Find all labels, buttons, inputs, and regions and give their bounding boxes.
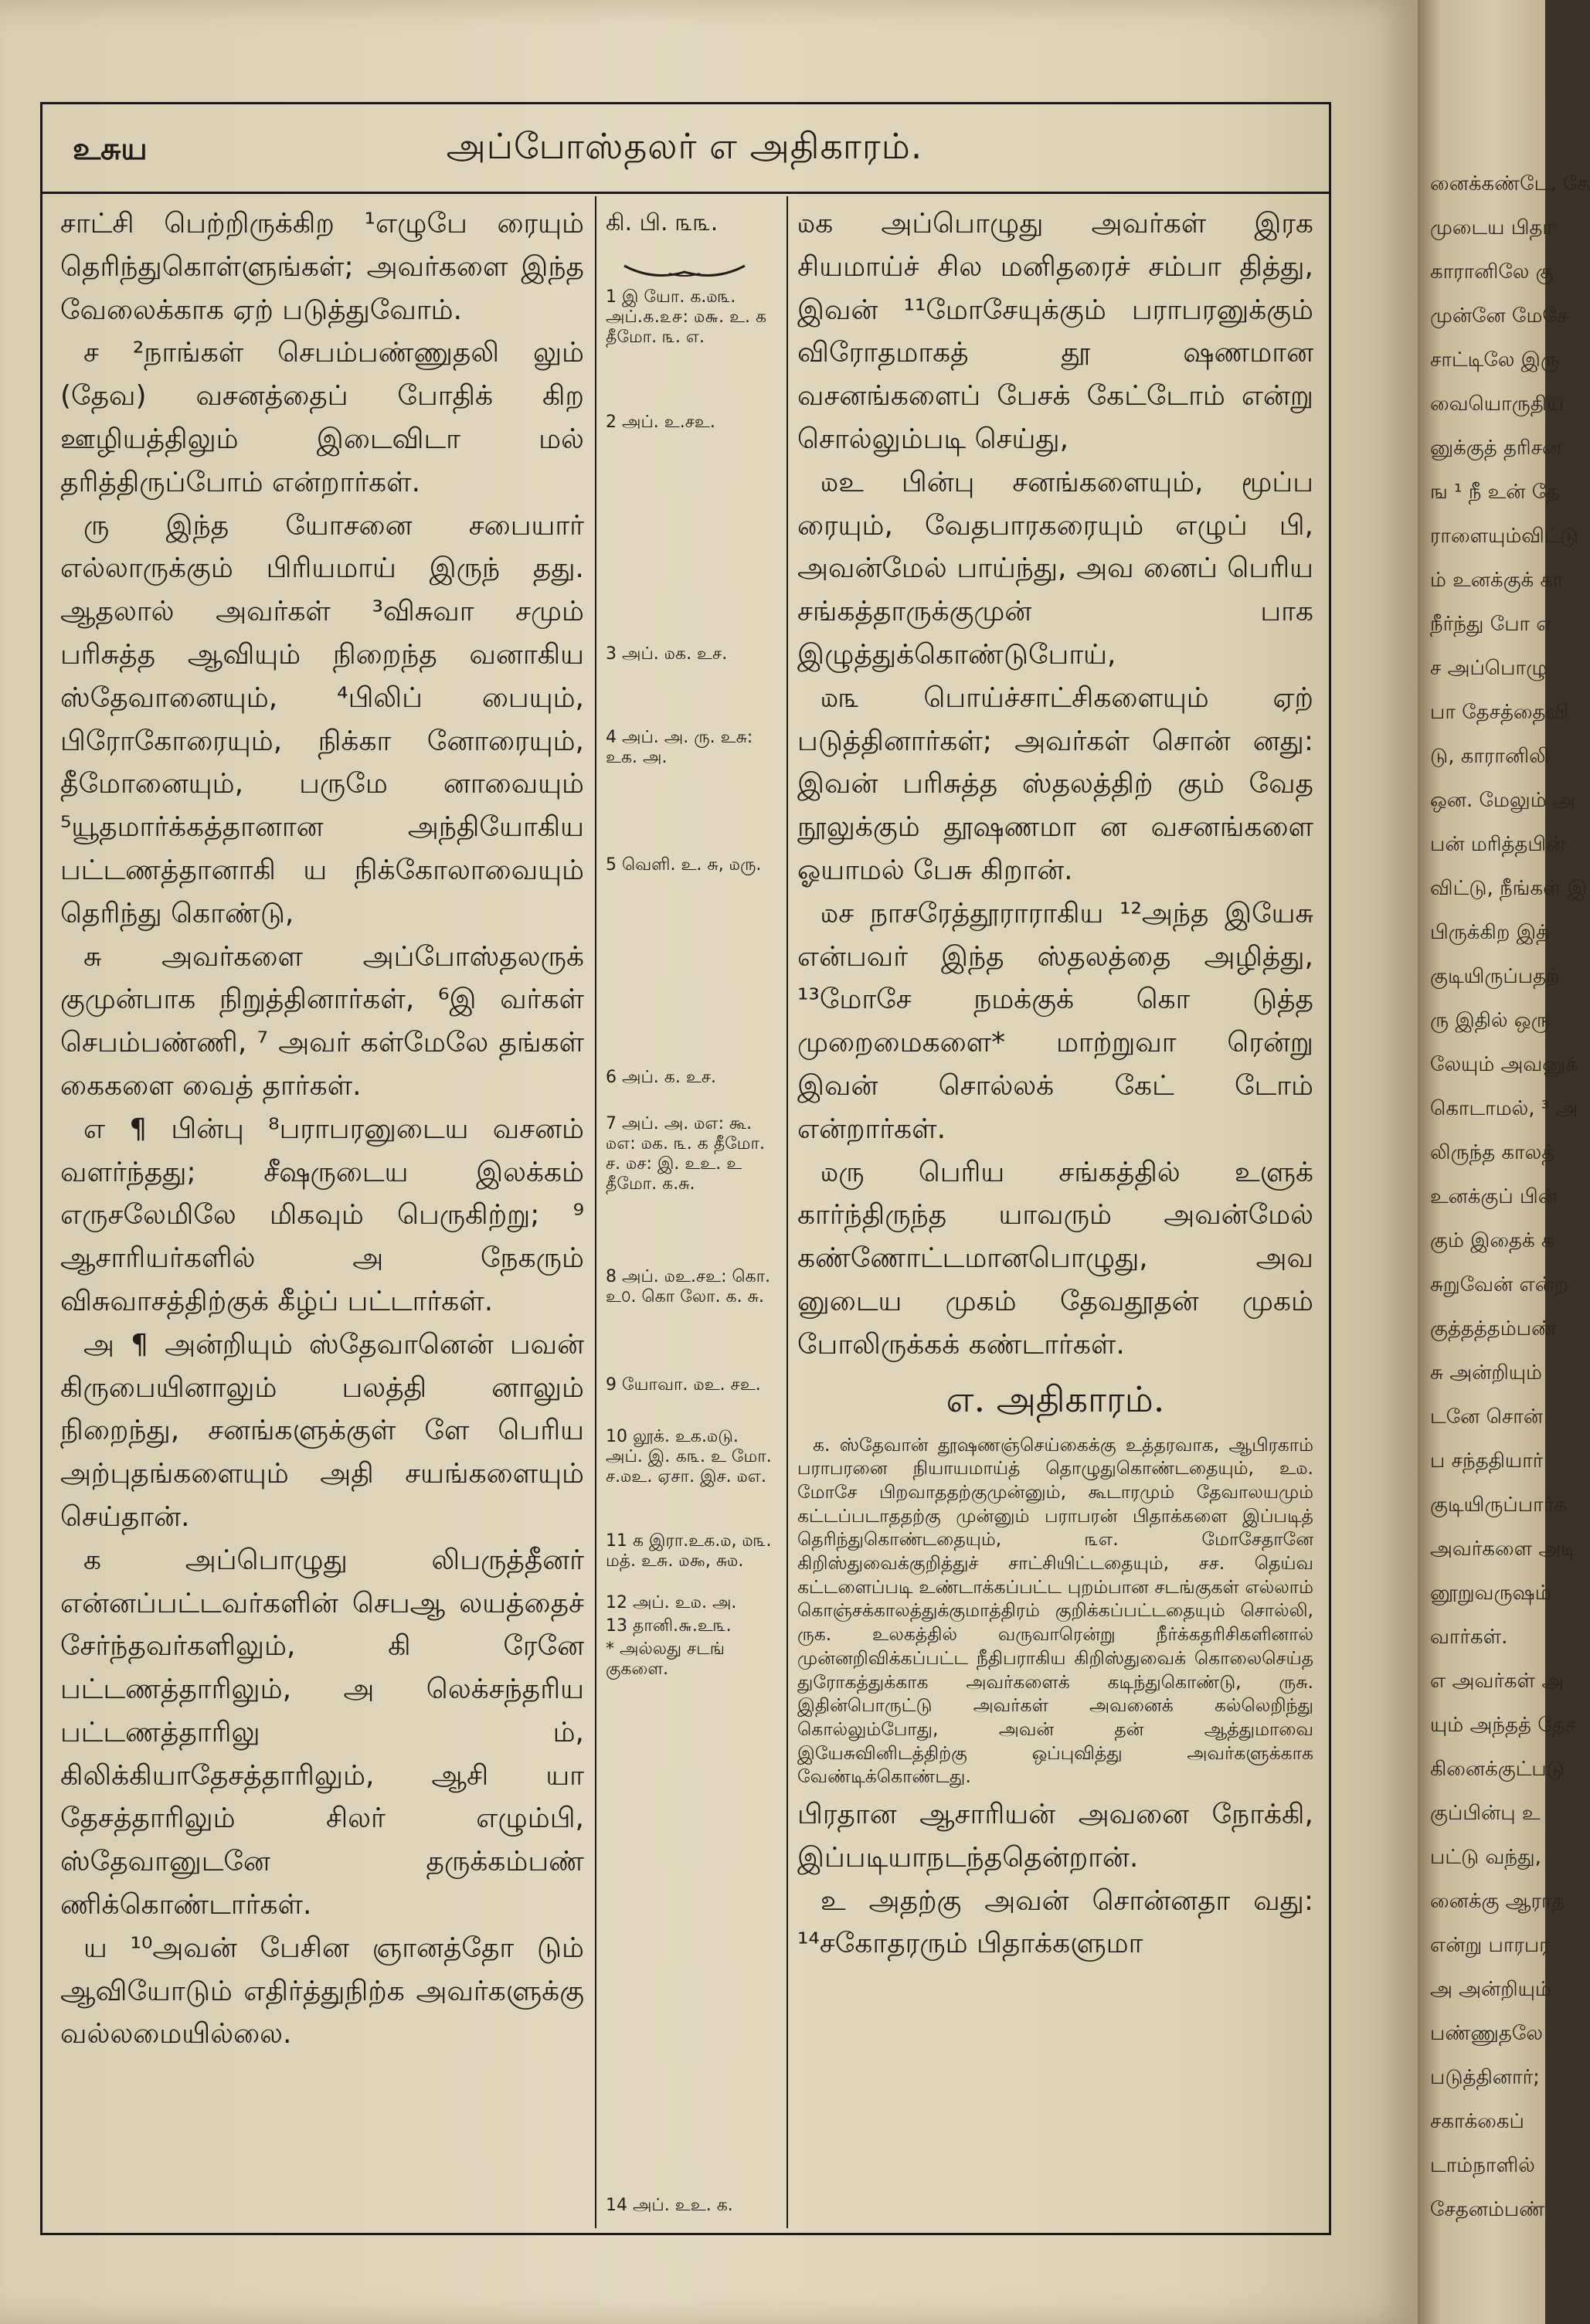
cross-reference: 9 யோவா. ௰உ. சஉ. xyxy=(606,1375,761,1395)
adjacent-page-line: ஒன. மேலும் அ xyxy=(1430,789,1575,812)
right-text-column xyxy=(797,202,1313,1966)
verse-paragraph: உ அதற்கு அவன் சொன்னதா வது: ¹⁴சகோதரரும் பிதாக்களுமா xyxy=(797,1884,1313,1960)
adjacent-page-line: டாம்நாளில் xyxy=(1430,2154,1535,2177)
adjacent-page-line: ச அப்பொழு xyxy=(1430,657,1548,680)
adjacent-page-line: னைக்கு ஆராத xyxy=(1430,1890,1565,1913)
verse-paragraph: பிரதான ஆசாரியன் அவனை நோக்கி, இப்படியாநடந்ததென்றான். xyxy=(797,1799,1313,1874)
adjacent-page-line: பன் மரித்தபின் xyxy=(1430,833,1566,856)
adjacent-page-line: ராளையும்விட்டு xyxy=(1430,525,1578,548)
adjacent-page-line: கும் இதைக் க xyxy=(1430,1229,1554,1252)
adjacent-page-line: ங ¹ நீ உன் தே xyxy=(1430,481,1560,504)
verse-paragraph: ச ²நாங்கள் செபம்பண்ணுதலி லும் (தேவ) வசனத்தைப் போதிக் கிற ஊழியத்திலும் இடைவிடா மல் தரித்திருப்போம் என்றார்கள். xyxy=(60,337,584,498)
verse-paragraph: சாட்சி பெற்றிருக்கிற ¹எழுபே ரையும் தெரிந்துகொள்ளுங்கள்; அவர்களை இந்த வேலைக்காக ஏற் படுத்துவோம். xyxy=(60,208,584,326)
adjacent-page-line: சுறுவேன் என்ற xyxy=(1430,1273,1568,1296)
adjacent-page-line: முடைய பிதா xyxy=(1430,216,1553,240)
adjacent-page-line: நீர்ந்து போ எ xyxy=(1430,613,1552,636)
adjacent-page-line: குடியிருப்பதற் xyxy=(1430,965,1560,988)
adjacent-page-line: லேயும் அவனுக் xyxy=(1430,1053,1579,1076)
verse-paragraph: ௰உ பின்பு சனங்களையும், மூப்ப ரையும், வேதபாரகரையும் எழுப் பி, அவன்மேல் பாய்ந்து, அவ னைப் பெரிய சங்கத்தாருக்குமுன் பாக இழுத்துக்கொண்டுபோய், xyxy=(797,466,1313,671)
adjacent-page-line: பண்ணுதலே xyxy=(1430,2022,1543,2045)
adjacent-page-line: யும் அந்தத் தேச xyxy=(1430,1714,1576,1737)
running-header xyxy=(40,116,1329,190)
adjacent-page-line: அ அன்றியும் xyxy=(1430,1978,1551,2001)
adjacent-page-line: ரு இதில் ஒரு xyxy=(1430,1009,1550,1032)
verse-paragraph: க அப்பொழுது லிபருத்தீனர் என்னப்பட்டவர்களின் செபஆ லயத்தைச் சேர்ந்தவர்களிலும், கி ரேனே பட்டணத்தாரிலும், அ லெக்சந்தரிய பட்டணத்தாரிலு ம், கிலிக்கியாதேசத்தாரிலும், ஆசி யா தேசத்தாரிலும் சிலர் எழும்பி, ஸ்தேவானுடனே தருக்கம்பண் ணிக்கொண்டார்கள். xyxy=(60,1544,584,1921)
adjacent-page-line: சாட்டிலே இரு xyxy=(1430,348,1560,372)
cross-reference-column xyxy=(606,202,777,2227)
cross-reference: 14 அப். உஉ. க. xyxy=(606,2196,733,2215)
verse-paragraph: சு அவர்களை அப்போஸ்தலருக் குமுன்பாக நிறுத்தினார்கள், ⁶இ வர்கள் செபம்பண்ணி, ⁷ அவர் கள்மேலே தங்கள் கைகளை வைத் தார்கள். xyxy=(60,940,584,1102)
verse-paragraph: ௰ச நாசரேத்தூராராகிய ¹²அந்த இயேசு என்பவர் இந்த ஸ்தலத்தை அழித்து, ¹³மோசே நமக்குக் கொ டுத்த முறைமைகளை* மாற்றுவா ரென்று இவன் சொல்லக் கேட் டோம் என்றார்கள். xyxy=(797,897,1313,1145)
verse-paragraph: ௰க அப்பொழுது அவர்கள் இரக சியமாய்ச் சில மனிதரைச் சம்பா தித்து, இவன் ¹¹மோசேயுக்கும் பராபரனுக்கும் விரோதமாகத் தூ ஷணமான வசனங்களைப் பேசக் கேட்டோம் என்று சொல்லும்படி செய்து, xyxy=(797,208,1313,455)
adjacent-page-line: னூறுவருஷம் xyxy=(1430,1582,1551,1605)
page-title: அப்போஸ்தலர் எ அதிகாரம். xyxy=(446,125,923,167)
adjacent-page-line: குப்பின்பு உ xyxy=(1430,1802,1541,1825)
adjacent-page-line: பட்டு வந்து, xyxy=(1430,1846,1541,1869)
verse-paragraph: எ ¶ பின்பு ⁸பராபரனுடைய வசனம் வளர்ந்தது; சீஷருடைய இலக்கம் எருசலேமிலே மிகவும் பெருகிற்று; ⁹ ஆசாரியர்களில் அ நேகரும் விசுவாசத்திற்குக் கீழ்ப் பட்டார்கள். xyxy=(60,1113,584,1317)
adjacent-page-line: குத்தத்தம்பண் xyxy=(1430,1317,1558,1340)
adjacent-page-text xyxy=(1430,162,1590,2232)
verse-paragraph: ய ¹⁰அவன் பேசின ஞானத்தோ டும் ஆவியோடும் எதிர்த்துநிற்க அவர்களுக்கு வல்லமையில்லை. xyxy=(60,1932,584,2050)
adjacent-page-line: உனக்குப் பின் xyxy=(1430,1185,1558,1208)
verse-paragraph: ௰௩ பொய்ச்சாட்சிகளையும் ஏற் படுத்தினார்கள்; அவர்கள் சொன் னது: இவன் பரிசுத்த ஸ்தலத்திற் கும் வேத நூலுக்கும் தூஷணமா ன வசனங்களை ஓயாமல் பேசு கிறான். xyxy=(797,681,1313,886)
cross-reference: 5 வெளி. உ. சு, ௰ரு. xyxy=(606,855,762,875)
adjacent-page-line: முன்னே மேசே xyxy=(1430,304,1568,328)
cross-reference: 8 அப். ௰உ.சஉ: கொ. உ௦. கொ லோ. க. சு. xyxy=(606,1267,771,1306)
adjacent-page-line: னுக்குத் தரிசன xyxy=(1430,437,1562,460)
adjacent-page-line: கினைக்குட்படு xyxy=(1430,1758,1565,1781)
page-number: உசுய xyxy=(73,131,148,167)
adjacent-page-line: விட்டு, நீங்கள் இ xyxy=(1430,877,1588,900)
adjacent-page-line: குடியிருப்பார்க xyxy=(1430,1493,1567,1517)
adjacent-page-line: ப சந்ததியார் xyxy=(1430,1449,1544,1473)
verse-paragraph: ரு இந்த யோசனை சபையார் எல்லாருக்கும் பிரியமாய் இருந் தது. ஆதலால் அவர்கள் ³விசுவா சமும் பரிசுத்த ஆவியும் நிறைந்த வனாகிய ஸ்தேவானையும், ⁴பிலிப் பையும், பிரோகோரையும், நிக்கா னோரையும், தீமோனையும், பருமே னாவையும் ⁵யூதமார்க்கத்தானான அந்தியோகிய பட்டணத்தானாகி ய நிக்கோலாவையும் தெரிந்து கொண்டு, xyxy=(60,509,584,929)
adjacent-page-line: எ அவர்கள் அ xyxy=(1430,1670,1565,1693)
adjacent-page-edge xyxy=(1418,0,1590,2324)
adjacent-page-line: கொடாமல், ³ அ xyxy=(1430,1097,1578,1120)
adjacent-page-line: லிருந்த காலத் xyxy=(1430,1141,1555,1164)
adjacent-page-line: காரானிலே கு xyxy=(1430,260,1554,284)
adjacent-page-line: ம் உனக்குக் கா xyxy=(1430,569,1564,592)
page-frame-bottom xyxy=(40,2233,1331,2235)
cross-reference: 12 அப். உ௰. அ. xyxy=(606,1593,737,1612)
cross-reference: 6 அப். க. உச. xyxy=(606,1068,716,1087)
cross-reference: 3 அப். ௰க. உச. xyxy=(606,644,728,664)
adjacent-page-line: னைக்கண்டே, கே xyxy=(1430,172,1590,195)
ornament-icon xyxy=(623,261,746,281)
adjacent-page-line: சு அன்றியும் xyxy=(1430,1361,1542,1385)
adjacent-page-line: படுத்தினார்; xyxy=(1430,2066,1540,2089)
column-divider-right xyxy=(787,196,788,2228)
column-divider-left xyxy=(595,196,596,2228)
cross-reference: 4 அப். அ. ரு. உசு: உக. அ. xyxy=(606,728,753,767)
chapter-summary: க. ஸ்தேவான் தூஷணஞ்செய்கைக்கு உத்தரவாக, ஆபிரகாம் பராபரனை நியாயமாய்த் தொழுதுகொண்டதையும், உ௰. மோசே பிறவாததற்குமுன்னும், கூடாரமும் தேவாலயமும் கட்டப்படாததற்கு முன்னும் பராபரன் பிதாக்களை இப்படித் தெரிந்துகொண்டதையும், ௩எ. மோசேதானே கிறிஸ்துவைக்குறித்துச் சாட்சியிட்டதையும், சச. தெய்வ கட்டளைப்படி உண்டாக்கப்பட்ட புறம்பான சடங்குகள் எல்லாம் கொஞ்சக்காலத்துக்குமாத்திரம் குறிக்கப்பட்டதையும் சொல்லி, ருக. உலகத்தில் வருவாரென்று நீர்க்கதரிசிகளினால் முன்னறிவிக்கப்பட்ட நீதிபராகிய கிறிஸ்துவைக் கொலைசெய்த துரோகத்துக்காக அவர்களைக் கடிந்துகொண்டு, ருசு. இதின்பொருட்டு அவர்கள் அவனைக் கல்லெறிந்து கொல்லும்போது, அவன் தன் ஆத்துமாவை இயேசுவினிடத்திற்கு ஒப்புவித்து அவர்களுக்காக வேண்டிக்கொண்டது. xyxy=(797,1433,1313,1788)
adjacent-page-line: வார்கள். xyxy=(1430,1626,1508,1649)
header-rule xyxy=(42,192,1329,194)
cross-reference: 11 க இரா.உக.௰, ௰௩. மத். உசு. ௰௯, சு௰. xyxy=(606,1531,772,1571)
adjacent-page-line: பா தேசத்தைவி xyxy=(1430,701,1569,724)
adjacent-page-line: டனே சொன் xyxy=(1430,1405,1544,1429)
adjacent-page-line: சகாக்கைப் xyxy=(1430,2110,1524,2133)
cross-reference: 13 தானி.௬.உ௩. xyxy=(606,1616,732,1636)
adjacent-page-line: என்று பாரபர xyxy=(1430,1934,1550,1957)
cross-reference: 10 லூக். உக.௰டு. அப். இ. ௧௩. உ மோ. ச.௰உ. ஏசா. இச. ௰எ. xyxy=(606,1427,772,1486)
cross-reference-header: கி. பி. ௩௩. xyxy=(606,209,719,236)
cross-reference: 7 அப். அ. ௰எ: கூ. ௰எ: ௰க. ௩. க தீமோ. ச. ௰ச: இ. உஉ. உ தீமோ. க.சு. xyxy=(606,1114,765,1194)
cross-reference: * அல்லது சடங் குகளை. xyxy=(606,1639,725,1679)
left-text-column xyxy=(60,202,584,2056)
adjacent-page-line: சேதனம்பண் xyxy=(1430,2198,1545,2221)
cross-reference: 2 அப். உ.சஉ. xyxy=(606,413,715,432)
verse-paragraph: அ ¶ அன்றியும் ஸ்தேவானென் பவன் கிருபையினாலும் பலத்தி னாலும் நிறைந்து, சனங்களுக்குள் ளே பெரிய அற்புதங்களையும் அதி சயங்களையும் செய்தான். xyxy=(60,1328,584,1533)
adjacent-page-line: டு, காரானிலி xyxy=(1430,745,1550,768)
adjacent-page-line: வையொருதிய xyxy=(1430,392,1565,416)
cross-reference: 1 இ யோ. க.௰௩. அப்.௧.௨௪: ௰௬. உ. க தீமோ. ௩. எ. xyxy=(606,287,767,347)
adjacent-page-line: அவர்களை அடி xyxy=(1430,1537,1577,1561)
adjacent-page-line: பிருக்கிற இத் xyxy=(1430,921,1549,944)
chapter-heading: எ. அதிகாரம். xyxy=(946,1378,1165,1420)
verse-paragraph: ௰ரு பெரிய சங்கத்தில் உளுக் கார்ந்திருந்த யாவரும் அவன்மேல் கண்ணோட்டமானபொழுது, அவ னுடைய முகம் தேவதூதன் முகம் போலிருக்கக் கண்டார்கள். xyxy=(797,1156,1313,1361)
